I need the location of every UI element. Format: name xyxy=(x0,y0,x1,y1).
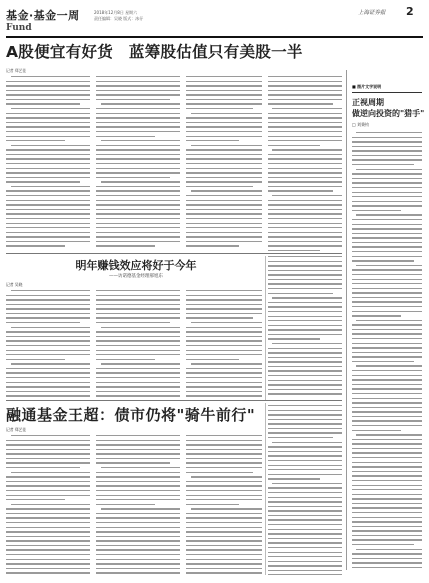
page-number: 2 xyxy=(406,5,414,18)
section2-text-col-2 xyxy=(96,290,180,398)
sidebar-column xyxy=(346,70,423,570)
text-lines xyxy=(6,76,90,247)
newspaper-name: 上海证券报 xyxy=(358,10,386,16)
section-en-label: Fund xyxy=(6,23,32,33)
section3-text-col-4 xyxy=(268,405,342,575)
lead-text-col-3 xyxy=(186,76,262,252)
section2-headline: 明年赚钱效应将好于今年 xyxy=(75,259,197,272)
lead-text-col-2 xyxy=(96,76,180,252)
section-divider xyxy=(6,400,342,401)
section2-text-col-1 xyxy=(6,290,90,398)
lead-byline: 记者 郑艺佳 xyxy=(6,68,27,73)
lead-headline: A股便宜有好货 蓝筹股估值只有美股一半 xyxy=(6,43,303,61)
page-header xyxy=(6,4,423,36)
edition-editors: 责任编辑：吴晓 版式：冰仔 xyxy=(94,16,144,21)
sidebar-author: □ 刘秉钧 xyxy=(352,122,370,127)
section2-subtitle: ——访诺德基金经理郝旭东 xyxy=(109,274,163,279)
sidebar-rule xyxy=(352,92,422,93)
section2-byline: 记者 吴晓 xyxy=(6,282,23,287)
section3-text-col-2 xyxy=(96,435,180,575)
section2-text-col-4 xyxy=(268,256,342,398)
section2-text-col-3 xyxy=(186,290,262,398)
section-title: 基金·基金一周 xyxy=(6,9,80,22)
sidebar-title-line1: 正视周期 xyxy=(352,98,384,107)
section3-byline: 记者 郑艺佳 xyxy=(6,427,27,432)
section3-text-col-1 xyxy=(6,435,90,575)
edition-date: 2018年12月8日 星期六 xyxy=(94,10,138,15)
section3-text-col-3 xyxy=(186,435,262,575)
section3-headline: 融通基金王超：债市仍将"骑牛前行" xyxy=(6,406,256,424)
lead-text-col-1 xyxy=(6,76,90,252)
edition-meta xyxy=(94,10,143,22)
header-rule xyxy=(6,36,423,38)
lead-text-col-4 xyxy=(268,76,342,252)
sidebar-column-label: ■ 图片文字说明 xyxy=(352,84,382,89)
column-divider xyxy=(265,403,266,575)
column-divider xyxy=(265,256,266,400)
section-divider xyxy=(6,253,342,254)
sidebar-text xyxy=(352,132,422,568)
sidebar-title-line2: 做逆向投资的"猎手" xyxy=(352,109,425,118)
